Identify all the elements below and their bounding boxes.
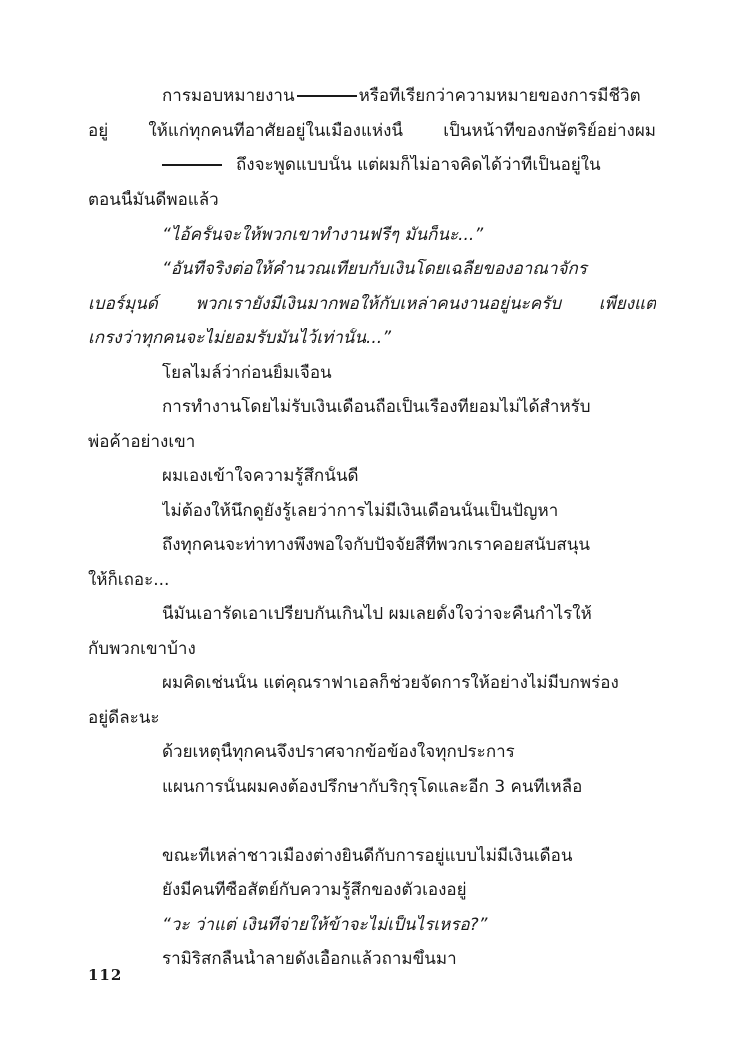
paragraph-line: ยังมีคนที่ซื่อสัตย์กับความรู้สึกของตัวเองอยู่ — [162, 880, 467, 900]
em-dash — [162, 164, 222, 166]
paragraph-line: กับพวกเขาบ้าง — [88, 639, 196, 659]
paragraph-line: โยลไมล์ว่าก่อนยิ้มเจื่อน — [162, 363, 332, 383]
paragraph-line: ขณะที่เหล่าชาวเมืองต่างยินดีกับการอยู่แบบไม่มีเงินเดือน — [162, 846, 573, 866]
paragraph-line: รามิริสกลืนน้ำลายดังเอื้อกแล้วถามขึ้นมา — [162, 949, 457, 969]
dialogue-line: เบอร์มุนด์ พวกเรายังมีเงินมากพอให้กับเหล่าคนงานอยู่นะครับ เพียงแต่ — [88, 294, 656, 314]
paragraph-line: การทำงานโดยไม่รับเงินเดือนถือเป็นเรื่องที่ยอมไม่ได้สำหรับ — [162, 397, 591, 417]
text-fragment: การมอบหมายงาน — [162, 86, 295, 106]
paragraph-line: ไม่ต้องให้นึกดูยังรู้เลยว่าการไม่มีเงินเดือนนั้นเป็นปัญหา — [162, 501, 559, 521]
paragraph-line: อยู่ดีละนะ — [88, 708, 160, 728]
paragraph-line — [162, 155, 656, 175]
paragraph-line: อยู่ ให้แก่ทุกคนที่อาศัยอยู่ในเมืองแห่งนี้ เป็นหน้าที่ของกษัตริย์อย่างผม — [88, 121, 656, 141]
text-fragment: หรือที่เรียกว่าความหมายของการมีชีวิต — [358, 86, 641, 106]
paragraph-line — [162, 86, 656, 106]
dialogue-line: “อันที่จริงต่อให้คำนวณเทียบกับเงินโดยเฉลี่ยของอาณาจักร — [162, 259, 587, 279]
paragraph-line: ผมเองเข้าใจความรู้สึกนั้นดี — [162, 466, 359, 486]
dialogue-line: เกรงว่าทุกคนจะไม่ยอมรับมันไว้เท่านั้น...” — [88, 328, 392, 348]
paragraph-line: แผนการนั้นผมคงต้องปรึกษากับริกุรุโดและอีก 3 คนที่เหลือ — [162, 777, 583, 797]
paragraph-line: ตอนนี้มันดีพอแล้ว — [88, 190, 219, 210]
em-dash — [297, 95, 357, 97]
paragraph-line: ให้ก็เถอะ... — [88, 570, 170, 590]
dialogue-line: “ไอ้ครั้นจะให้พวกเขาทำงานฟรีๆ มันก็นะ...” — [162, 225, 484, 245]
dialogue-line: “วะ ว่าแต่ เงินที่จ่ายให้ข้าจะไม่เป็นไรเหรอ?” — [162, 915, 488, 935]
page-number: 112 — [88, 966, 123, 984]
paragraph-line: นี่มันเอารัดเอาเปรียบกันเกินไป ผมเลยตั้งใจว่าจะคืนกำไรให้ — [162, 604, 592, 624]
paragraph-line: ด้วยเหตุนี้ทุกคนจึงปราศจากข้อข้องใจทุกประการ — [162, 742, 515, 762]
paragraph-line: ผมคิดเช่นนั้น แต่คุณราฟาเอลก็ช่วยจัดการให้อย่างไม่มีบกพร่อง — [162, 673, 619, 693]
paragraph-line: พ่อค้าอย่างเขา — [88, 432, 196, 452]
paragraph-line: ถึงทุกคนจะท่าทางพึงพอใจกับปัจจัยสี่ที่พวกเราคอยสนับสนุน — [162, 535, 590, 555]
text-fragment: ถึงจะพูดแบบนั้น แต่ผมก็ไม่อาจคิดได้ว่าที่เป็นอยู่ใน — [236, 155, 601, 175]
